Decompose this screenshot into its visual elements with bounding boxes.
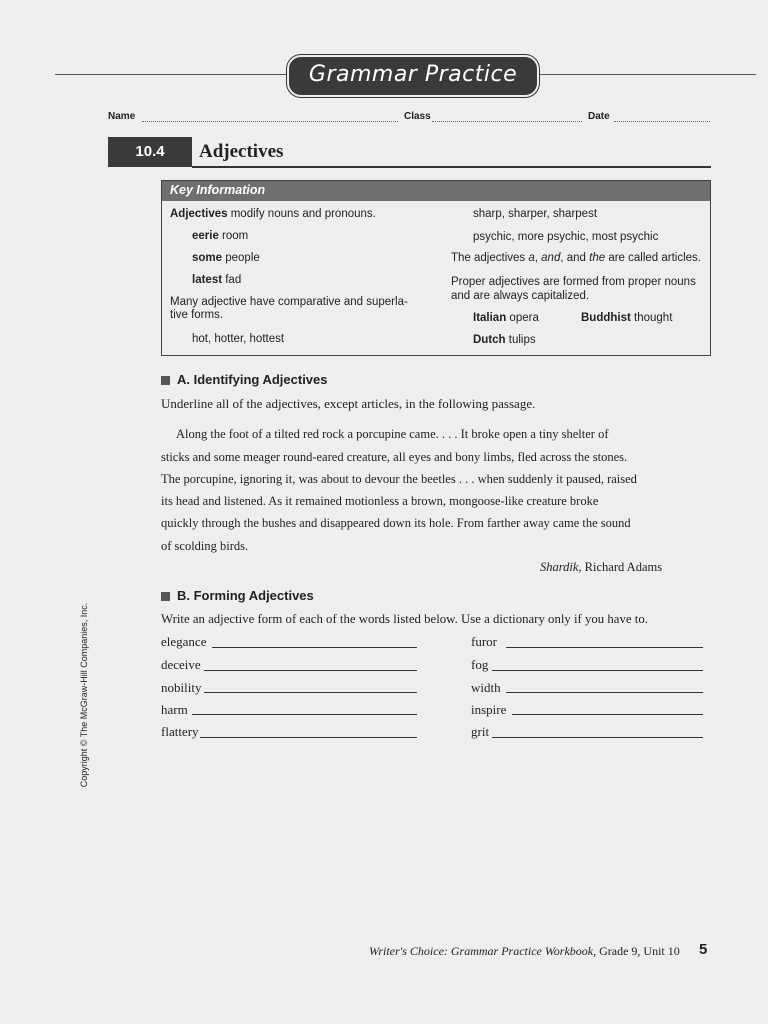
word-furor: furor bbox=[471, 634, 497, 649]
passage-line-6: of scolding birds. bbox=[161, 539, 249, 553]
passage-source-title: Shardik, bbox=[540, 560, 582, 574]
word-fog: fog bbox=[471, 657, 489, 672]
page-number: 5 bbox=[699, 941, 708, 958]
word-grit: grit bbox=[471, 724, 490, 739]
banner bbox=[287, 55, 539, 97]
answer-line-furor[interactable] bbox=[506, 647, 703, 648]
passage-source bbox=[540, 560, 662, 575]
ki-example-eerie-bold: eerie bbox=[192, 230, 219, 242]
ki-article-the: the bbox=[589, 252, 606, 264]
ki-example-dutch bbox=[473, 334, 536, 347]
section-number-box bbox=[108, 137, 192, 167]
part-a-instruction: Underline all of the adjectives, except articles, in the following passage. bbox=[161, 396, 536, 411]
passage-line-5: quickly through the bushes and disappeared down its hole. From farther away came the sound bbox=[161, 516, 631, 530]
ki-example-some bbox=[192, 252, 260, 265]
ki-example-eerie bbox=[192, 230, 248, 243]
ki-example-latest bbox=[192, 274, 241, 287]
ki-article-and: and bbox=[541, 252, 561, 264]
ki-adjectives-def bbox=[170, 208, 376, 221]
ki-example-dutch-bold: Dutch bbox=[473, 334, 506, 346]
banner-title: Grammar Practice bbox=[308, 62, 518, 87]
name-field[interactable] bbox=[142, 121, 398, 122]
ki-comparative-line1: Many adjective have comparative and superla- bbox=[170, 296, 408, 308]
ki-proper-line2: and are always capitalized. bbox=[451, 290, 590, 302]
ki-example-sharp: sharp, sharper, sharpest bbox=[473, 208, 598, 220]
key-information-header bbox=[162, 181, 710, 201]
ki-example-psychic: psychic, more psychic, most psychic bbox=[473, 231, 659, 243]
ki-articles-post: are called articles. bbox=[605, 252, 701, 264]
ki-example-some-text: people bbox=[222, 252, 260, 264]
part-a-heading: A. Identifying Adjectives bbox=[177, 372, 328, 387]
key-information-heading: Key Information bbox=[170, 183, 266, 197]
banner-rule-left bbox=[55, 74, 290, 75]
section-number: 10.4 bbox=[135, 143, 165, 160]
ki-example-buddhist-text: thought bbox=[630, 312, 673, 324]
footer-citation bbox=[369, 944, 680, 959]
word-nobility: nobility bbox=[161, 680, 202, 695]
word-deceive: deceive bbox=[161, 657, 201, 672]
ki-articles-mid1: , bbox=[534, 252, 542, 264]
copyright-notice: Copyright © The McGraw-Hill Companies, Inc. bbox=[79, 602, 89, 788]
section-rule bbox=[192, 166, 711, 168]
word-width: width bbox=[471, 680, 501, 695]
ki-example-some-bold: some bbox=[192, 252, 223, 264]
answer-line-fog[interactable] bbox=[492, 670, 703, 671]
section-title: Adjectives bbox=[199, 141, 284, 162]
part-b-instruction: Write an adjective form of each of the words listed below. Use a dictionary only if you have to. bbox=[161, 612, 648, 626]
passage-line-4: its head and listened. As it remained motionless a brown, mongoose-like creature broke bbox=[161, 494, 599, 508]
part-b-heading: B. Forming Adjectives bbox=[177, 588, 314, 603]
passage-line-2: sticks and some meager round-eared creature, all eyes and bony limbs, fled across the stones. bbox=[161, 450, 628, 464]
footer-book-title: Writer's Choice: Grammar Practice Workbook, bbox=[369, 944, 597, 958]
answer-line-inspire[interactable] bbox=[512, 714, 703, 715]
answer-line-harm[interactable] bbox=[192, 714, 417, 715]
word-inspire: inspire bbox=[471, 702, 507, 717]
word-harm: harm bbox=[161, 702, 188, 717]
answer-line-deceive[interactable] bbox=[204, 670, 417, 671]
ki-example-latest-bold: latest bbox=[192, 274, 223, 286]
ki-example-italian bbox=[473, 312, 539, 325]
ki-proper-line1: Proper adjectives are formed from proper nouns bbox=[451, 276, 696, 288]
ki-example-latest-text: fad bbox=[222, 274, 242, 286]
answer-line-elegance[interactable] bbox=[212, 647, 417, 648]
word-flattery: flattery bbox=[161, 724, 199, 739]
passage-line-1: Along the foot of a tilted red rock a porcupine came. . . . It broke open a tiny shelter of bbox=[176, 427, 609, 441]
answer-line-nobility[interactable] bbox=[204, 692, 417, 693]
date-field[interactable] bbox=[614, 121, 710, 122]
date-label: Date bbox=[588, 111, 610, 122]
ki-articles-pre: The adjectives bbox=[451, 252, 529, 264]
ki-example-buddhist bbox=[581, 312, 672, 325]
ki-example-dutch-text: tulips bbox=[505, 334, 536, 346]
part-a-square-icon bbox=[161, 376, 170, 385]
word-elegance: elegance bbox=[161, 634, 207, 649]
passage-source-author: Richard Adams bbox=[581, 560, 663, 574]
ki-articles bbox=[451, 252, 701, 265]
ki-example-italian-bold: Italian bbox=[473, 312, 507, 324]
ki-adjectives-def-text: modify nouns and pronouns. bbox=[227, 208, 376, 220]
passage-line-3: The porcupine, ignoring it, was about to devour the beetles . . . when suddenly it paused, raised bbox=[161, 472, 637, 486]
ki-example-italian-text: opera bbox=[506, 312, 539, 324]
ki-comparative-line2: tive forms. bbox=[170, 309, 224, 321]
footer-grade-unit: Grade 9, Unit 10 bbox=[596, 944, 680, 958]
ki-article-a: a bbox=[528, 252, 535, 264]
ki-term-adjectives: Adjectives bbox=[170, 208, 228, 220]
answer-line-width[interactable] bbox=[506, 692, 703, 693]
ki-articles-mid2: , and bbox=[560, 252, 590, 264]
class-label: Class bbox=[404, 111, 431, 122]
answer-line-flattery[interactable] bbox=[200, 737, 417, 738]
part-b-square-icon bbox=[161, 592, 170, 601]
name-label: Name bbox=[108, 111, 136, 122]
answer-line-grit[interactable] bbox=[492, 737, 703, 738]
banner-rule-right bbox=[534, 74, 756, 75]
class-field[interactable] bbox=[432, 121, 582, 122]
ki-example-hot: hot, hotter, hottest bbox=[192, 333, 285, 345]
ki-example-eerie-text: room bbox=[218, 230, 249, 242]
key-information-box bbox=[161, 180, 711, 356]
ki-example-buddhist-bold: Buddhist bbox=[581, 312, 631, 324]
